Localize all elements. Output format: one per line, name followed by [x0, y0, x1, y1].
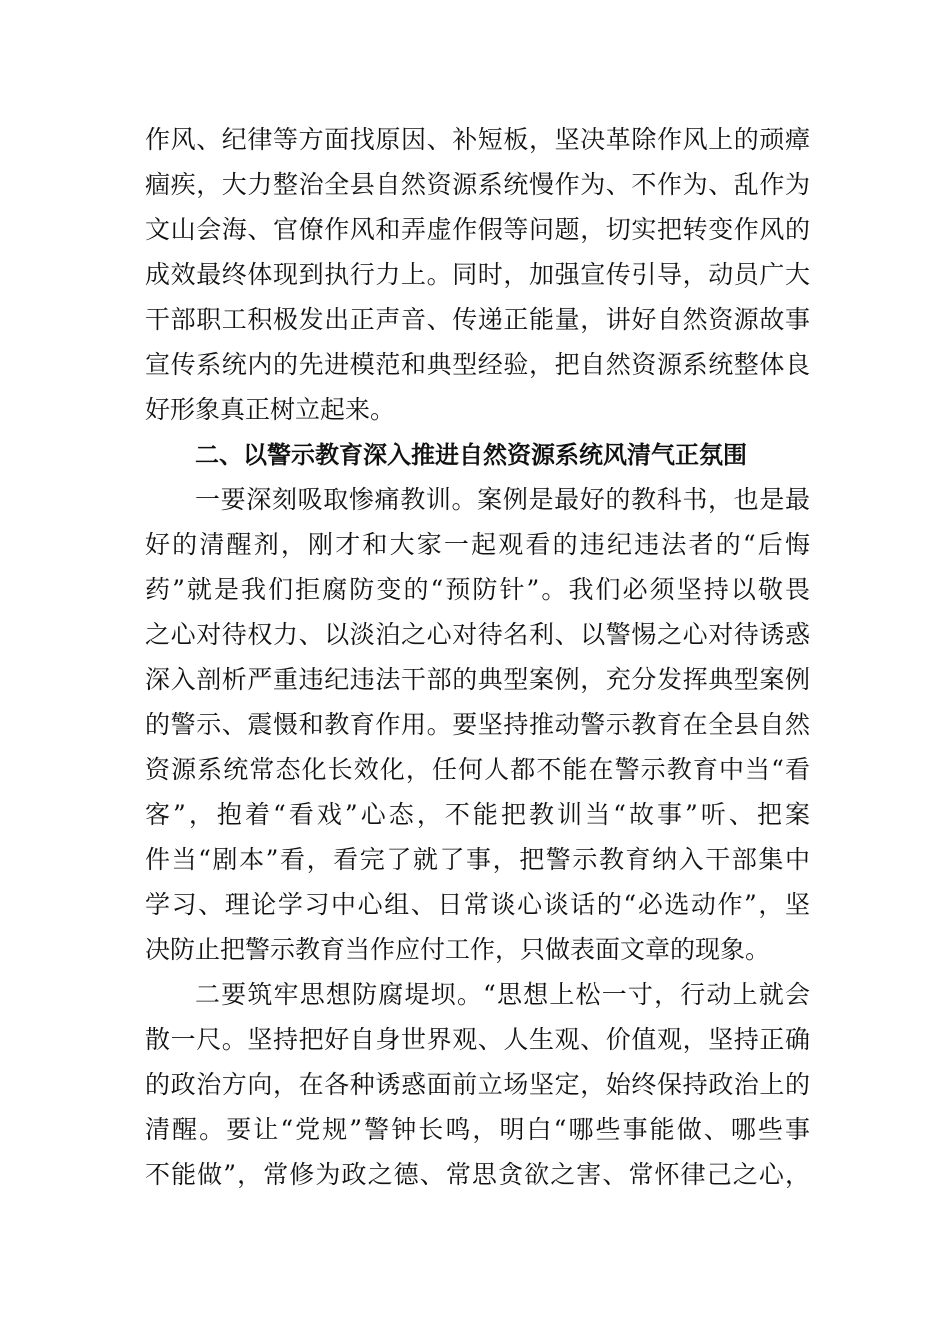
text-line: 客”，抱着“看戏”心态，不能把教训当“故事”听、把案 — [145, 800, 810, 829]
paragraph-first-line: 一要深刻吸取惨痛教训。案例是最好的教科书，也是最 — [195, 485, 810, 514]
text-line: 深入剖析严重违纪违法干部的典型案例，充分发挥典型案例 — [145, 665, 810, 694]
section-heading: 二、以警示教育深入推进自然资源系统风清气正氛围 — [195, 441, 747, 469]
text-line: 不能做”，常修为政之德、常思贪欲之害、常怀律己之心， — [145, 1160, 810, 1189]
text-line: 作风、纪律等方面找原因、补短板，坚决革除作风上的顽瘴 — [145, 125, 810, 154]
text-line: 决防止把警示教育当作应付工作，只做表面文章的现象。 — [145, 935, 771, 964]
text-line: 好的清醒剂，刚才和大家一起观看的违纪违法者的“后悔 — [145, 530, 810, 559]
text-line: 学习、理论学习中心组、日常谈心谈话的“必选动作”，坚 — [145, 890, 810, 919]
text-line: 痼疾，大力整治全县自然资源系统慢作为、不作为、乱作为 — [145, 170, 810, 199]
text-line: 件当“剧本”看，看完了就了事，把警示教育纳入干部集中 — [145, 845, 810, 874]
text-line: 宣传系统内的先进模范和典型经验，把自然资源系统整体良 — [145, 350, 810, 379]
text-line: 干部职工积极发出正声音、传递正能量，讲好自然资源故事 — [145, 305, 810, 334]
text-line: 好形象真正树立起来。 — [145, 395, 396, 424]
text-line: 之心对待权力、以淡泊之心对待名利、以警惕之心对待诱惑 — [145, 620, 810, 649]
text-line: 资源系统常态化长效化，任何人都不能在警示教育中当“看 — [145, 755, 810, 784]
text-line: 的政治方向，在各种诱惑面前立场坚定，始终保持政治上的 — [145, 1070, 810, 1099]
text-line: 的警示、震慑和教育作用。要坚持推动警示教育在全县自然 — [145, 710, 810, 739]
paragraph-first-line: 二要筑牢思想防腐堤坝。“思想上松一寸，行动上就会 — [195, 980, 810, 1009]
text-line: 成效最终体现到执行力上。同时，加强宣传引导，动员广大 — [145, 260, 810, 289]
text-line: 清醒。要让“党规”警钟长鸣，明白“哪些事能做、哪些事 — [145, 1115, 810, 1144]
text-line: 散一尺。坚持把好自身世界观、人生观、价值观，坚持正确 — [145, 1025, 810, 1054]
text-line: 药”就是我们拒腐防变的“预防针”。我们必须坚持以敬畏 — [145, 575, 810, 604]
text-line: 文山会海、官僚作风和弄虚作假等问题，切实把转变作风的 — [145, 215, 810, 244]
